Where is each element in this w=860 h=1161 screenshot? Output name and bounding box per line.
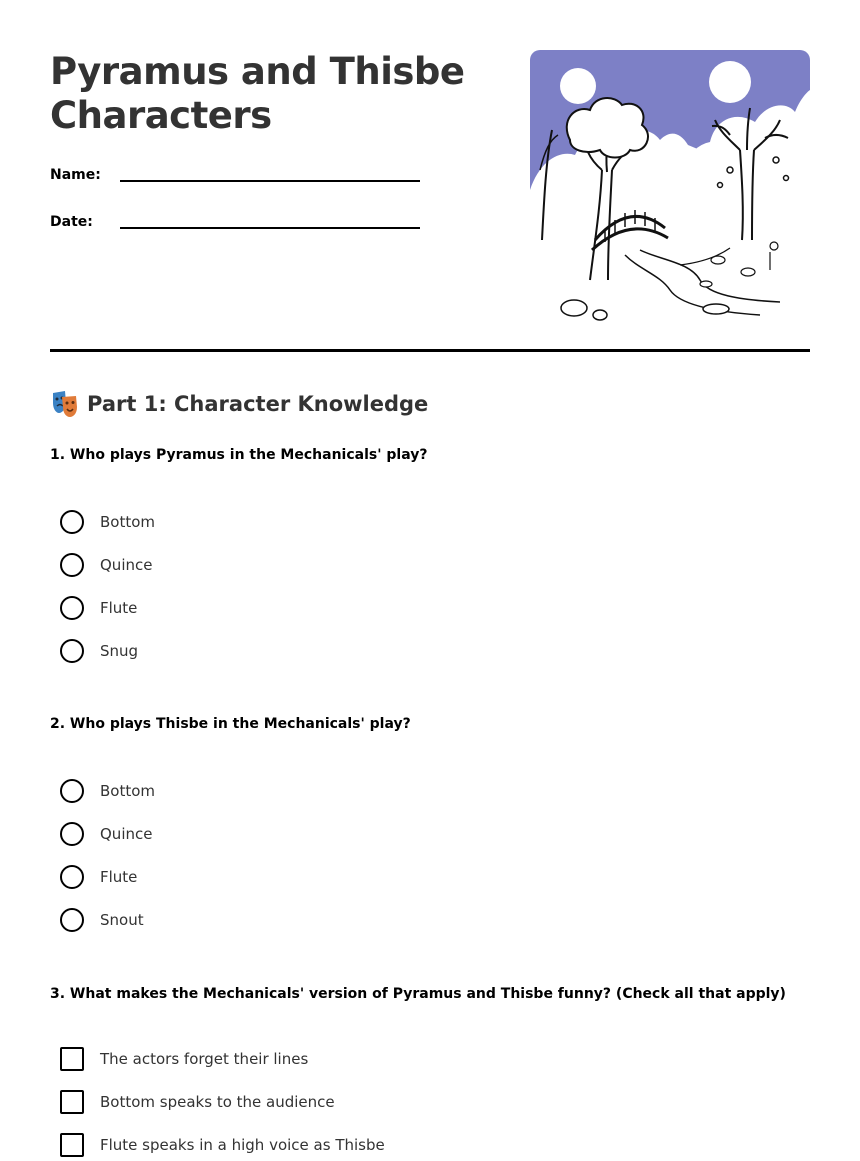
- radio-button[interactable]: [60, 865, 84, 889]
- option-label: Flute speaks in a high voice as Thisbe: [100, 1136, 385, 1154]
- q3-option-speaks-audience[interactable]: [60, 1090, 335, 1114]
- radio-button[interactable]: [60, 510, 84, 534]
- q3-option-forget-lines[interactable]: [60, 1047, 308, 1071]
- radio-button[interactable]: [60, 908, 84, 932]
- option-label: Bottom speaks to the audience: [100, 1093, 335, 1111]
- date-field[interactable]: [50, 213, 420, 237]
- name-label: Name:: [50, 167, 101, 183]
- option-label: Quince: [100, 825, 153, 843]
- radio-button[interactable]: [60, 822, 84, 846]
- name-field[interactable]: [50, 166, 420, 190]
- checkbox[interactable]: [60, 1047, 84, 1071]
- radio-button[interactable]: [60, 779, 84, 803]
- header-divider: [50, 349, 810, 352]
- q2-option-bottom[interactable]: [60, 779, 155, 803]
- question-2: 2. Who plays Thisbe in the Mechanicals' play?: [50, 716, 411, 732]
- question-1: 1. Who plays Pyramus in the Mechanicals' play?: [50, 447, 428, 463]
- q1-option-bottom[interactable]: [60, 510, 155, 534]
- option-label: The actors forget their lines: [100, 1050, 309, 1068]
- q2-option-flute[interactable]: [60, 865, 137, 889]
- option-label: Flute: [100, 868, 138, 886]
- option-label: Quince: [100, 556, 153, 574]
- q1-option-quince[interactable]: [60, 553, 152, 577]
- option-label: Bottom: [100, 513, 156, 531]
- option-label: Snout: [100, 911, 144, 929]
- option-label: Snug: [100, 642, 139, 660]
- radio-button[interactable]: [60, 639, 84, 663]
- page-title: Pyramus and Thisbe Characters: [50, 50, 465, 137]
- park-bridge-illustration: [530, 50, 810, 330]
- q3-option-high-voice[interactable]: [60, 1133, 385, 1157]
- date-line[interactable]: [120, 227, 420, 229]
- checkbox[interactable]: [60, 1133, 84, 1157]
- option-label: Bottom: [100, 782, 156, 800]
- date-label: Date:: [50, 214, 93, 230]
- q2-option-snout[interactable]: [60, 908, 144, 932]
- q1-option-flute[interactable]: [60, 596, 137, 620]
- radio-button[interactable]: [60, 596, 84, 620]
- q2-option-quince[interactable]: [60, 822, 152, 846]
- name-line[interactable]: [120, 180, 420, 182]
- radio-button[interactable]: [60, 553, 84, 577]
- checkbox[interactable]: [60, 1090, 84, 1114]
- q1-option-snug[interactable]: [60, 639, 138, 663]
- option-label: Flute: [100, 599, 138, 617]
- question-3: 3. What makes the Mechanicals' version of Pyramus and Thisbe funny? (Check all that apply): [50, 986, 786, 1002]
- part1-heading-text: Part 1: Character Knowledge: [87, 392, 429, 416]
- part1-heading: [50, 388, 428, 420]
- theater-masks-icon: [50, 389, 80, 419]
